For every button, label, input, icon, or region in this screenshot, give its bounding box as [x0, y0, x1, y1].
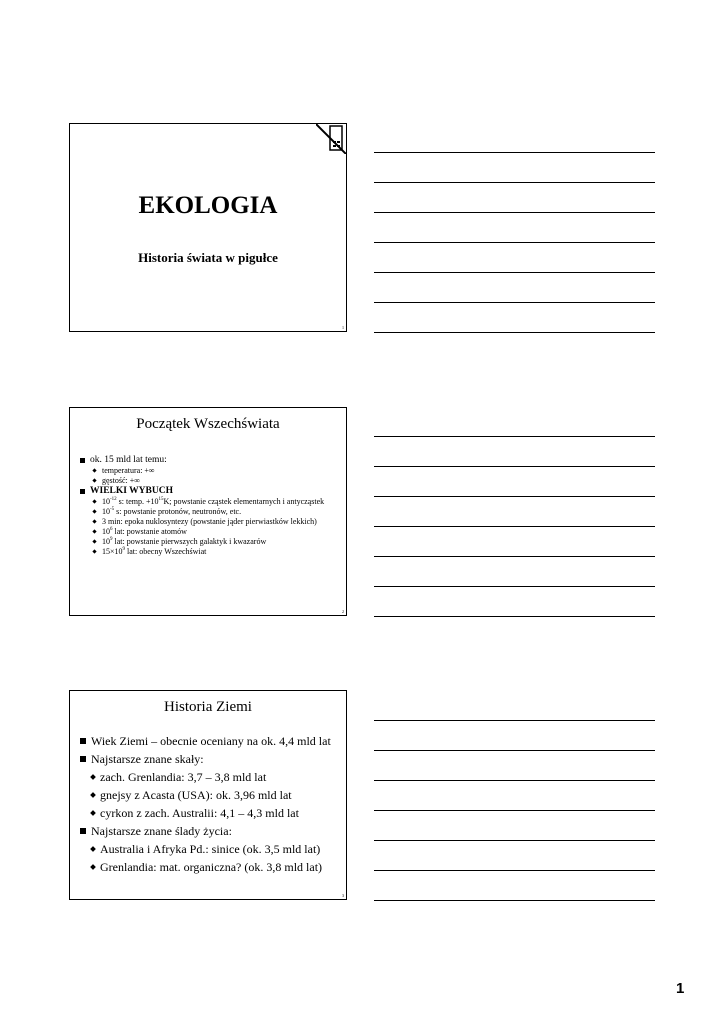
list-item: Grenlandia: mat. organiczna? (ok. 3,8 mld lat): [80, 858, 340, 876]
list-item: gęstość: +∞: [80, 476, 338, 486]
slide-title: EKOLOGIA: [138, 192, 278, 219]
slide-title: Historia Ziemi: [164, 699, 252, 715]
square-bullet-icon: [80, 828, 86, 834]
diamond-bullet-icon: [90, 774, 96, 780]
list-item: $10^{-5}$ s: powstanie protonów, neutronów, etc.: [80, 507, 338, 517]
bullet-list: [80, 732, 340, 876]
diamond-bullet-icon: [92, 539, 96, 543]
bullet-list: [80, 455, 338, 557]
slide-title: Początek Wszechświata: [136, 416, 280, 432]
list-item: Wiek Ziemi – obecnie oceniany na ok. 4,4 mld lat: [80, 732, 340, 750]
slide-subtitle: Historia świata w pigułce: [138, 250, 278, 265]
diamond-bullet-icon: [90, 792, 96, 798]
list-item: $10^9$ lat: powstanie pierwszych galaktyk i kwazarów: [80, 537, 338, 547]
diamond-bullet-icon: [92, 529, 96, 533]
page-number: 1: [676, 980, 685, 997]
square-bullet-icon: [80, 458, 85, 463]
list-item: zach. Grenlandia: 3,7 – 3,8 mld lat: [80, 768, 340, 786]
slide-number: 1: [342, 325, 344, 330]
diamond-bullet-icon: [92, 499, 96, 503]
diamond-bullet-icon: [90, 810, 96, 816]
slide-1: [69, 123, 347, 332]
slide-logo-icon: [316, 124, 346, 154]
list-item: Australia i Afryka Pd.: sinice (ok. 3,5 mld lat): [80, 840, 340, 858]
square-bullet-icon: [80, 738, 86, 744]
list-item: $10^6$ lat: powstanie atomów: [80, 527, 338, 537]
list-item: temperatura: +∞: [80, 466, 338, 476]
diamond-bullet-icon: [92, 468, 96, 472]
diamond-bullet-icon: [92, 509, 96, 513]
list-item: Najstarsze znane ślady życia:: [80, 822, 340, 840]
slide-2: [69, 407, 347, 616]
list-item: cyrkon z zach. Australii: 4,1 – 4,3 mld lat: [80, 804, 340, 822]
list-item: $15\times 10^9$ lat: obecny Wszechświat: [80, 547, 338, 557]
list-item: gnejsy z Acasta (USA): ok. 3,96 mld lat: [80, 786, 340, 804]
list-item: $10^{-12}$ s: temp. $+10^{15}K$; powstanie cząstek elementarnych i antycząstek: [80, 497, 338, 507]
slide-3: [69, 690, 347, 900]
diamond-bullet-icon: [90, 846, 96, 852]
square-bullet-icon: [80, 756, 86, 762]
diamond-bullet-icon: [92, 478, 96, 482]
diamond-bullet-icon: [90, 864, 96, 870]
slide-number: 3: [342, 893, 344, 898]
diamond-bullet-icon: [92, 549, 96, 553]
list-item: Najstarsze znane skały:: [80, 750, 340, 768]
list-item: 3 min: epoka nuklosyntezy (powstanie jąder pierwiastków lekkich): [80, 517, 338, 527]
diamond-bullet-icon: [92, 519, 96, 523]
list-item: WIELKI WYBUCH: [80, 486, 338, 497]
slide-number: 2: [342, 609, 344, 614]
list-item: ok. 15 mld lat temu:: [80, 455, 338, 466]
square-bullet-icon: [80, 489, 85, 494]
